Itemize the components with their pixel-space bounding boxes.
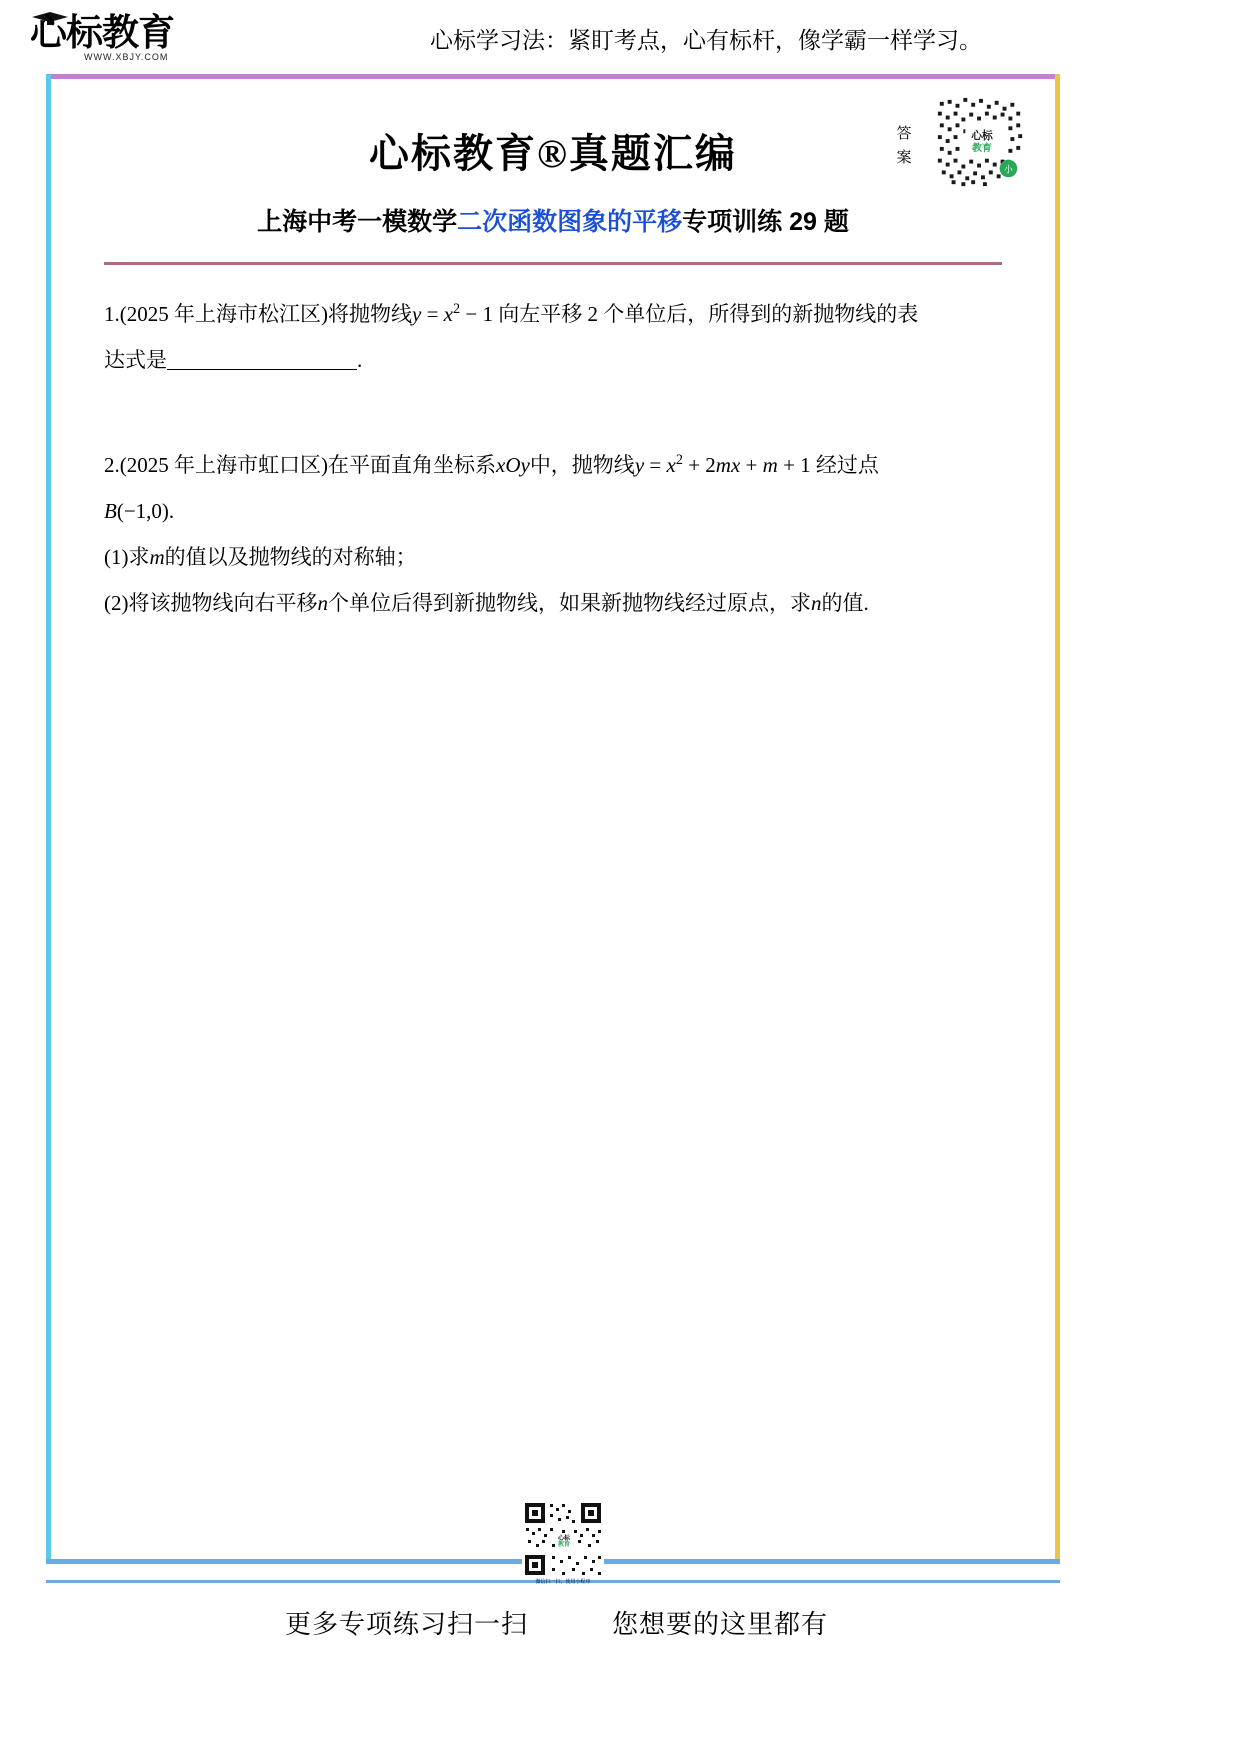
brand-logo [30,10,190,68]
question-line: 2.(2025 年上海市虹口区)在平面直角坐标系xOy中，抛物线$y = x^2 + 2mx + m + 1$ 经过点 [104,452,879,477]
qr-caption: 微信扫一扫，使用小程序 [535,1579,591,1585]
qr-code-icon[interactable] [522,1500,604,1592]
page-frame [46,74,1060,1564]
title-divider [104,262,1002,265]
svg-text:教育: 教育 [972,142,992,154]
page-footer [0,1536,1240,1690]
frame-border-right [1055,74,1060,1564]
answer-label: 答案 [896,125,912,166]
qr-code-icon[interactable] [932,94,1030,192]
question-item [104,286,1014,383]
question-line: 达式是 . [104,348,363,372]
frame-border-top [46,74,1060,79]
page-subtitle [46,202,1060,238]
logo-url: WWW.XBJY.COM [84,52,169,62]
subtitle-highlight: 二次函数图象的平移 [457,208,683,236]
question-item [104,437,1014,626]
subtitle-prefix: 上海中考一模数学 [257,208,458,236]
slogan: 心标学习法：紧盯考点，心有标杆，像学霸一样学习。 [430,28,982,53]
subtitle-suffix: 专项训练 29 题 [682,208,849,236]
questions-body [104,286,1014,654]
answer-blank[interactable] [167,349,357,370]
logo-text: 心标教育 [30,12,174,53]
question-line: 1.(2025 年上海市松江区)将抛物线$y = x^2 - 1$ 向左平移 2 个单位后，所得到的新抛物线的表 [104,301,919,326]
footer-text-right: 您想要的这里都有 [612,1610,829,1639]
svg-text:小: 小 [1004,164,1013,175]
masthead [0,0,1240,72]
page-title: 心标教育®真题汇编 [369,131,737,176]
question-line: (1)求m的值以及抛物线的对称轴； [104,545,417,569]
svg-text:教育: 教育 [557,1542,571,1548]
footer-text-left: 更多专项练习扫一扫 [285,1610,529,1639]
question-line: B(−1,0). [104,499,175,523]
svg-text:心标: 心标 [557,1536,571,1542]
svg-text:心标: 心标 [971,130,993,143]
question-line: (2)将该抛物线向右平移n个单位后得到新抛物线，如果新抛物线经过原点，求n的值. [104,591,869,615]
frame-border-left [46,74,51,1564]
